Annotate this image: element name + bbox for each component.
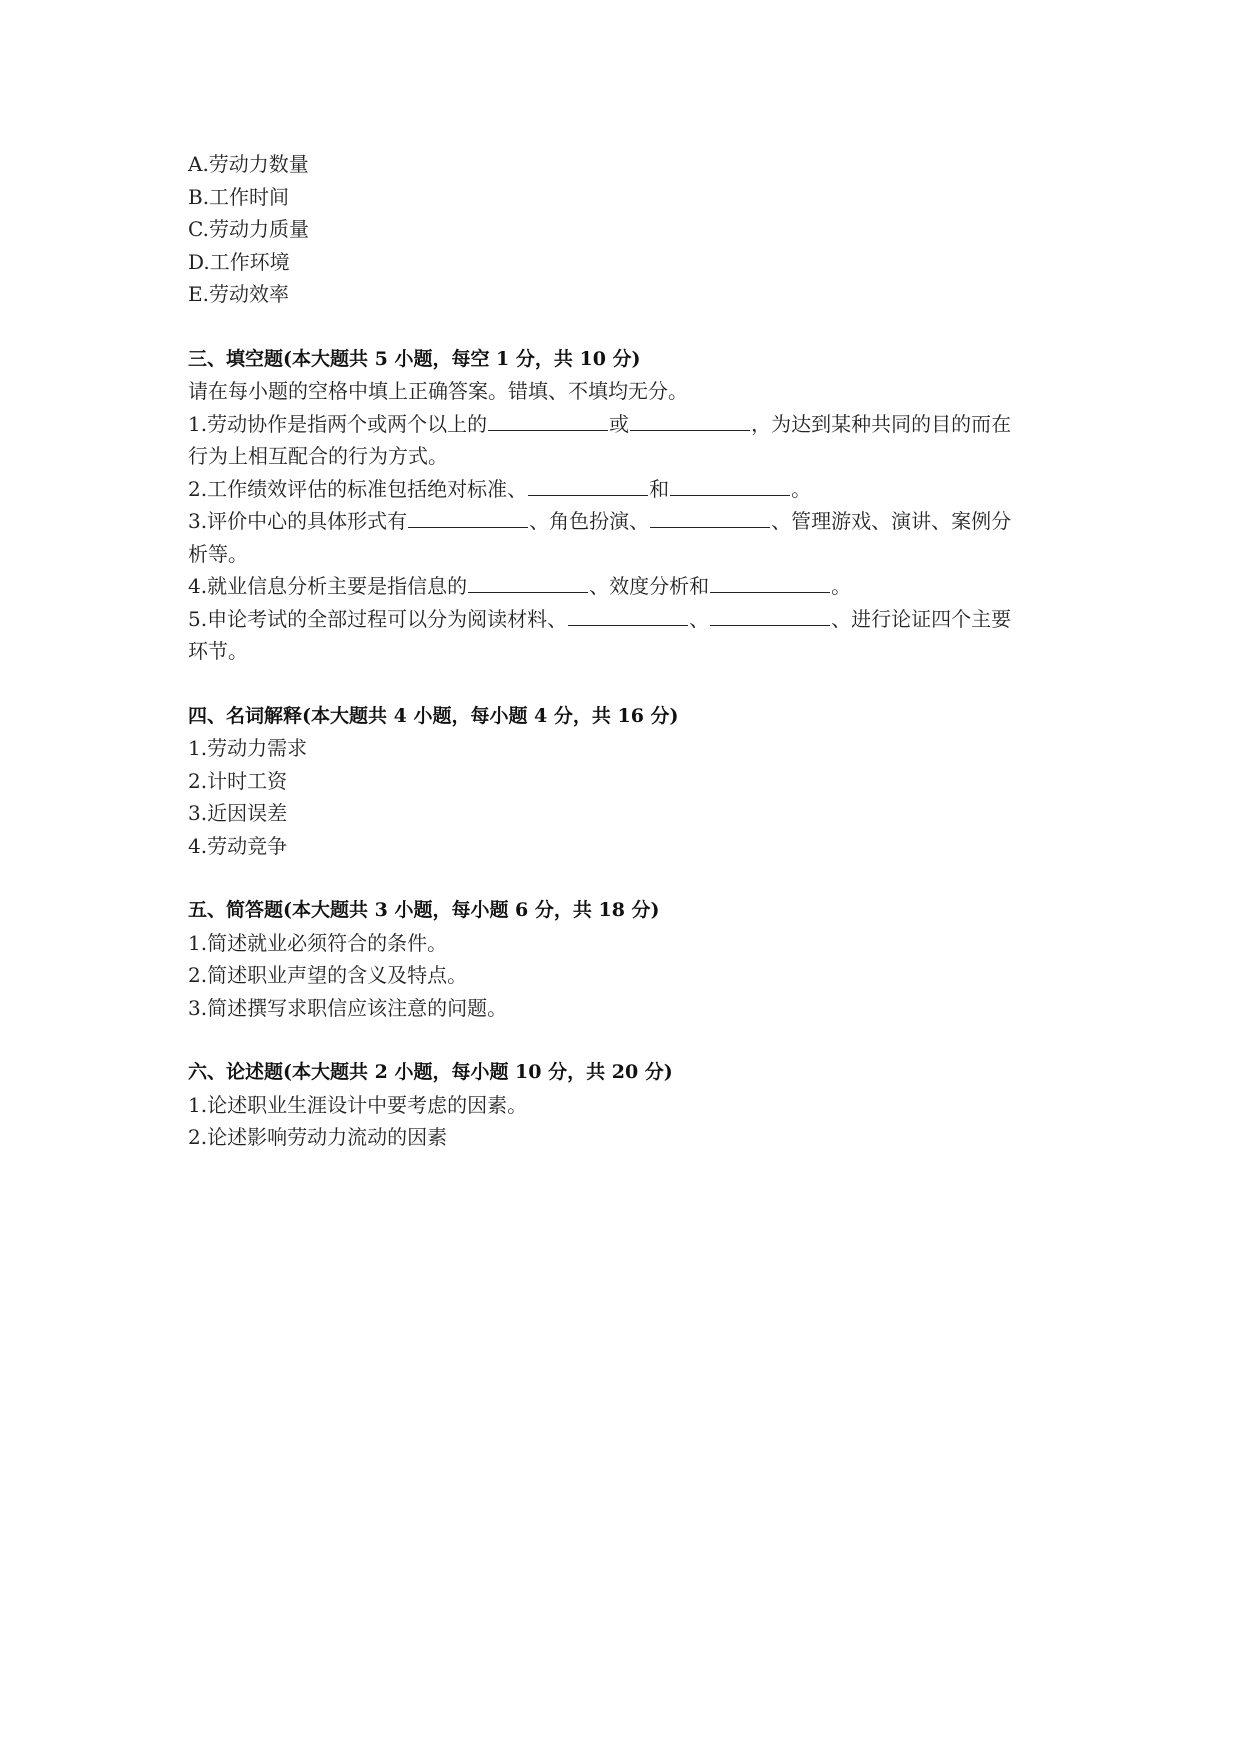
question-text: ，为达到某种共同的目的而在 bbox=[751, 411, 1012, 436]
spacer bbox=[188, 311, 1058, 343]
list-item: 3.简述撰写求职信应该注意的问题。 bbox=[188, 995, 508, 1020]
spacer bbox=[188, 862, 1058, 894]
answer-blank[interactable] bbox=[468, 572, 588, 593]
question-text: 4.就业信息分析主要是指信息的 bbox=[188, 574, 468, 598]
question-text: 1.劳动协作是指两个或两个以上的 bbox=[188, 411, 488, 436]
question-2 bbox=[188, 473, 1058, 506]
answer-blank[interactable] bbox=[408, 507, 528, 528]
list-item: 2.计时工资 bbox=[188, 768, 288, 793]
list-item: 4.劳动竞争 bbox=[188, 833, 288, 858]
section-essay bbox=[188, 1056, 1058, 1154]
answer-blank[interactable] bbox=[710, 572, 830, 593]
answer-blank[interactable] bbox=[488, 410, 608, 431]
option-c: C.劳动力质量 bbox=[188, 217, 309, 241]
question-text: 、效度分析和 bbox=[589, 574, 710, 598]
list-item: 2.简述职业声望的含义及特点。 bbox=[188, 963, 468, 987]
list-item: 1.论述职业生涯设计中要考虑的因素。 bbox=[188, 1092, 528, 1117]
question-3 bbox=[188, 505, 1058, 538]
list-item: 2.论述影响劳动力流动的因素 bbox=[188, 1125, 448, 1149]
option-a: A.劳动力数量 bbox=[188, 152, 309, 176]
answer-blank[interactable] bbox=[568, 605, 688, 626]
spacer bbox=[188, 1024, 1058, 1056]
question-text: 3.评价中心的具体形式有 bbox=[188, 509, 408, 533]
section-heading: 三、填空题(本大题共 5 小题，每空 1 分，共 10 分) bbox=[188, 347, 641, 370]
list-item: 1.简述就业必须符合的条件。 bbox=[188, 930, 448, 955]
question-text: 、进行论证四个主要 bbox=[831, 606, 1012, 631]
question-text: 5.申论考试的全部过程可以分为阅读材料、 bbox=[188, 606, 568, 631]
question-text: 。 bbox=[831, 574, 852, 598]
option-b: B.工作时间 bbox=[188, 184, 290, 209]
question-1 bbox=[188, 408, 1058, 441]
section-heading: 五、简答题(本大题共 3 小题，每小题 6 分，共 18 分) bbox=[188, 899, 660, 921]
section-short-answer bbox=[188, 894, 1058, 1024]
question-1-continued: 行为上相互配合的行为方式。 bbox=[188, 444, 448, 468]
options-list bbox=[188, 148, 1058, 311]
option-d: D.工作环境 bbox=[188, 249, 290, 274]
question-5 bbox=[188, 603, 1058, 636]
answer-blank[interactable] bbox=[630, 410, 750, 431]
question-text: 2.工作绩效评估的标准包括绝对标准、 bbox=[188, 476, 528, 501]
question-text: 、 bbox=[689, 606, 710, 631]
question-text: 和 bbox=[649, 476, 670, 501]
answer-blank[interactable] bbox=[528, 475, 648, 496]
spacer bbox=[188, 668, 1058, 700]
question-text: 、管理游戏、演讲、案例分 bbox=[771, 509, 1012, 533]
section-instruction: 请在每小题的空格中填上正确答案。错填、不填均无分。 bbox=[188, 379, 688, 403]
answer-blank[interactable] bbox=[670, 475, 790, 496]
section-heading: 四、名词解释(本大题共 4 小题，每小题 4 分，共 16 分) bbox=[188, 704, 679, 727]
question-3-continued: 析等。 bbox=[188, 541, 248, 566]
answer-blank[interactable] bbox=[710, 605, 830, 626]
question-text: 、角色扮演、 bbox=[529, 509, 650, 533]
answer-blank[interactable] bbox=[650, 507, 770, 528]
exam-page bbox=[188, 148, 1058, 1154]
option-e: E.劳动效率 bbox=[188, 282, 289, 306]
list-item: 1.劳动力需求 bbox=[188, 736, 308, 760]
question-5-continued: 环节。 bbox=[188, 639, 248, 663]
list-item: 3.近因误差 bbox=[188, 801, 288, 825]
section-term-definitions bbox=[188, 700, 1058, 863]
question-text: 或 bbox=[609, 411, 630, 436]
question-4 bbox=[188, 570, 1058, 603]
section-fill-in-blank bbox=[188, 343, 1058, 668]
section-heading: 六、论述题(本大题共 2 小题，每小题 10 分，共 20 分) bbox=[188, 1061, 673, 1083]
question-text: 。 bbox=[791, 476, 812, 501]
